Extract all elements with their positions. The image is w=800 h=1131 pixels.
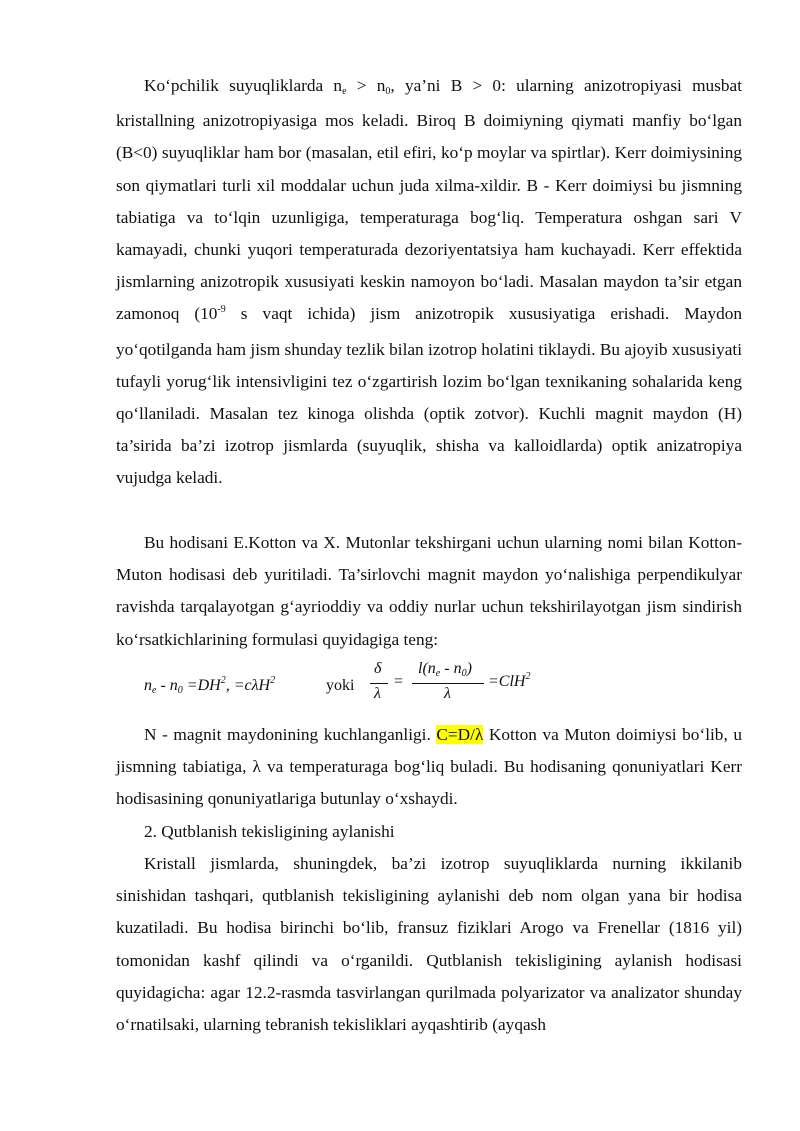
- formula-symbol: - n: [440, 660, 462, 677]
- formula-lambda: λ: [374, 685, 381, 702]
- formula-symbol: n: [144, 677, 152, 694]
- formula-superscript: 2: [525, 671, 531, 682]
- formula-superscript: 2: [270, 675, 276, 686]
- subscript-e: e: [342, 86, 347, 97]
- section-heading: 2. Qutblanish tekisligining aylanishi: [144, 822, 395, 841]
- formula-symbol: , =cλH: [225, 677, 271, 694]
- formula-symbol: ): [466, 660, 472, 677]
- formula-symbol: =DH: [182, 677, 221, 694]
- fraction-bar: [370, 683, 388, 684]
- highlighted-formula: C=D/λ: [436, 725, 484, 744]
- paragraph-text: N - magnit maydonining kuchlanganligi.: [144, 725, 437, 744]
- formula-subscript: e: [152, 685, 157, 696]
- formula-delta: δ: [374, 660, 382, 677]
- paragraph-text: Kotton va Muton doimiysi bo‘lib, u jismning tabiatiga, λ va temperaturaga bog‘liq buladi. Bu hodisaning qonuniyatlari Kerr hodisasining qonuniyatlariga butunlay o‘xshaydi.: [116, 725, 742, 809]
- paragraph-text: , ya’ni B > 0: ularning anizotropiyasi musbat kristallning anizotropiyasiga mos keladi. Biroq B doimiyning qiymati manfiy bo‘lgan (B<0) suyuqliklar ham bor (masalan, etil efiri, ko‘p moylar va spirtlar). Kerr doimiysining son qiymatlari turli xil moddalar uchun juda xilma-xildir. B - Kerr doimiysi bu jismning tabiatiga va to‘lqin uzunligiga, temperaturaga bog‘liq. Temperatura oshgan sari V kamayadi, chunki yuqori temperaturada dezoriyentatsiya ham kuchayadi. Kerr effektida jismlarning anizotropik xususiyati keskin namoyon bo‘ladi. Masalan maydon ta’sir etgan zamonoq (10: [116, 76, 742, 324]
- paragraph-text: s vaqt ichida) jism anizotropik xususiyatiga erishadi. Maydon yo‘qotilganda ham jism shunday tezlik bilan izotrop holatini tiklaydi. Bu ajoyib xususiyati tufayli yorug‘lik intensivligini tez o‘zgartirish lozim bo‘lgan texnikaning sohalarida keng qo‘llaniladi. Masalan tez kinoga olishda (optik zotvor). Kuchli magnit maydon (H) ta’sirida ba’zi izotrop jismlarda (suyuqlik, shisha va kalloidlarda) optik anizatropiya vujudga keladi.: [116, 304, 743, 488]
- superscript-exponent: -9: [217, 304, 226, 316]
- formula-symbol: l(n: [418, 660, 436, 677]
- paragraph-kerr-constant: [116, 70, 742, 495]
- formula-subscript: 0: [177, 685, 183, 696]
- formula-superscript: 2: [220, 675, 226, 686]
- fraction-bar: [412, 683, 484, 684]
- subscript-0: 0: [385, 86, 391, 97]
- formula-equals: =: [394, 673, 404, 690]
- formula-subscript: e: [435, 668, 441, 679]
- formula-lambda: λ: [444, 685, 451, 702]
- paragraph-text: > n: [346, 76, 386, 95]
- paragraph-text: Ko‘pchilik suyuqliklarda n: [144, 76, 343, 95]
- formula-yoki: yoki: [326, 677, 355, 694]
- formula-left: [144, 677, 275, 695]
- kotton-muton-formula: [144, 660, 744, 712]
- paragraph-kotton-muton: Bu hodisani E.Kotton va X. Mutonlar tekshirgani uchun ularning nomi bilan Kotton-Muton hodisasi deb yuritiladi. Ta’sirlovchi magnit maydon yo‘nalishiga perpendikulyar ravishda tarqalayotgan g‘ayrioddiy va oddiy nurlar uchun tekshirilayotgan jism sindirish ko‘rsatkichlarining formulasi quyidagiga teng:: [116, 533, 742, 649]
- formula-symbol: - n: [156, 677, 178, 694]
- formula-symbol: =ClH: [488, 673, 526, 690]
- formula-subscript: 0: [461, 668, 467, 679]
- paragraph-magnetic-field: [116, 719, 742, 816]
- formula-right: [488, 673, 530, 691]
- paragraph-polarization-rotation: Kristall jismlarda, shuningdek, ba’zi izotrop suyuqliklarda nurning ikkilanib sinishidan tashqari, qutblanish tekisligining aylanishi deb nom olgan yana bir hodisa kuzatiladi. Bu hodisa birinchi bo‘lib, fransuz fiziklari Arogo va Frenellar (1816 yil) tomonidan kashf qilindi va o‘rganildi. Qutblanish tekisligining aylanish hodisasi quyidagicha: agar 12.2-rasmda tasvirlangan qurilmada polyarizator va analizator shunday o‘rnatilsaki, ularning tebranish tekisliklari ayqashtirib (ayqash: [116, 854, 742, 1035]
- formula-numerator: [418, 660, 472, 678]
